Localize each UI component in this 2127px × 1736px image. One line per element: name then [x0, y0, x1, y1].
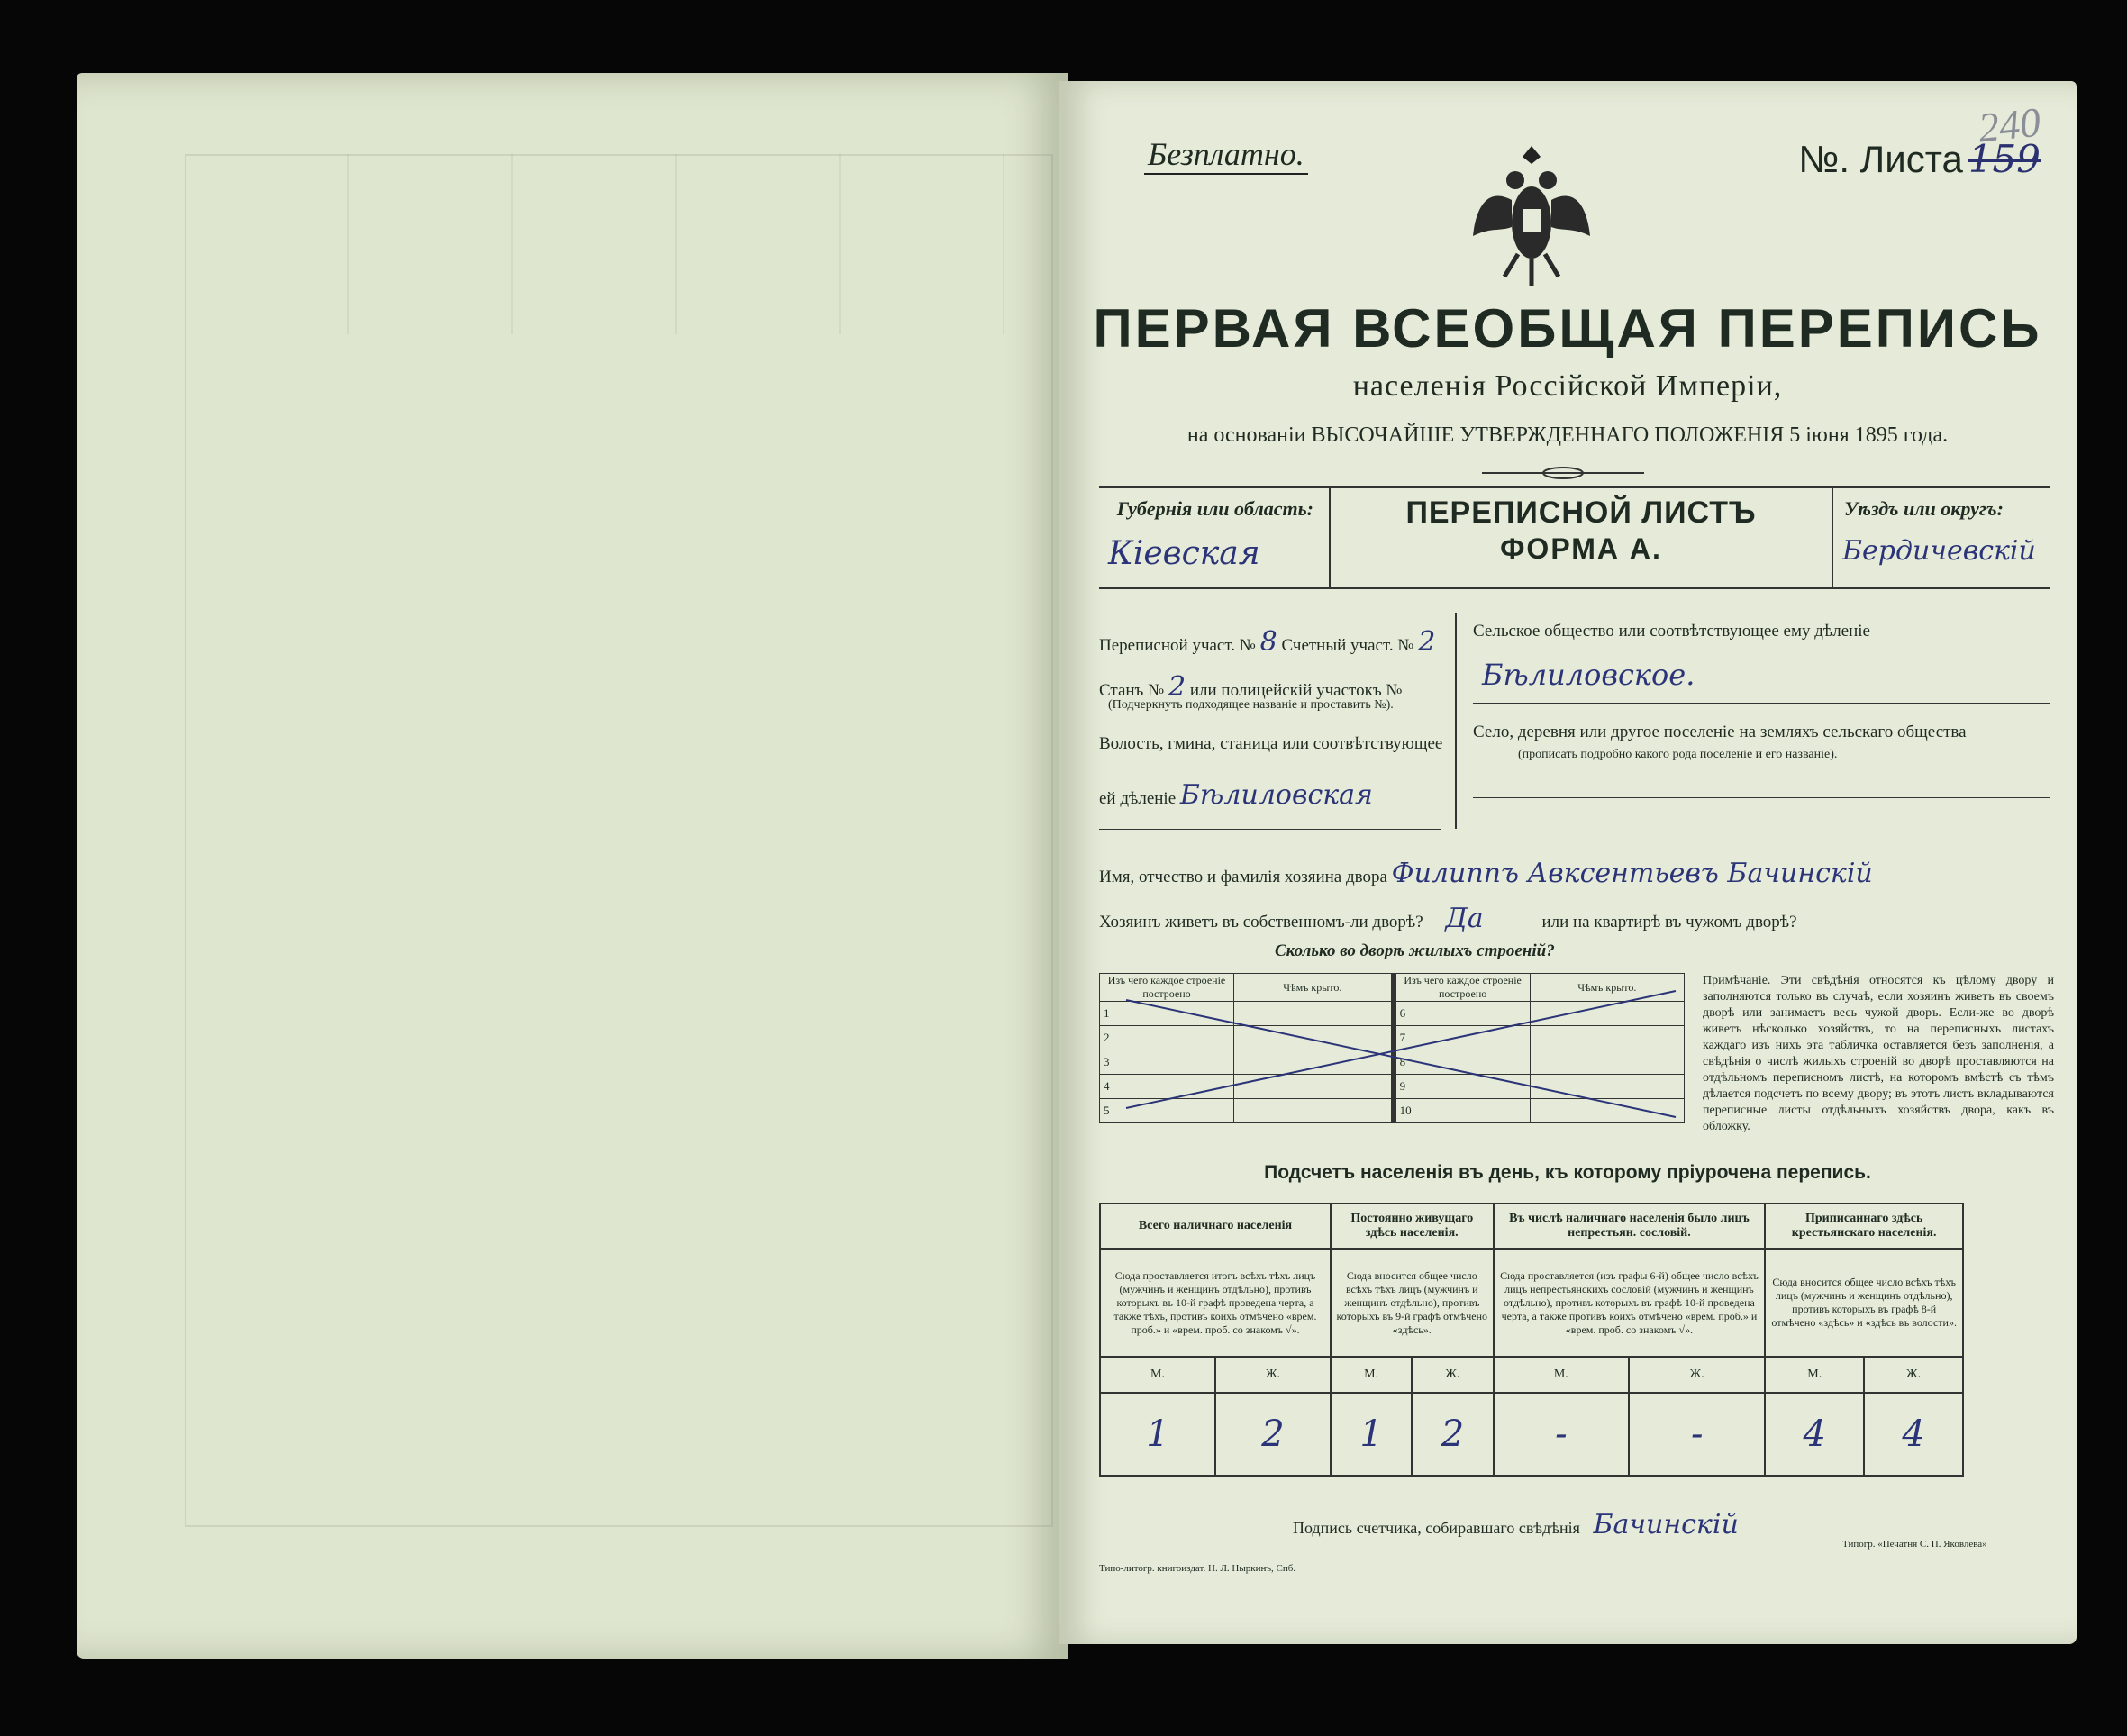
show-through-table — [185, 154, 1053, 1527]
buildings-cross-out-strokes — [1099, 973, 1685, 1126]
build-row-num: 9 — [1394, 1075, 1531, 1099]
own-yard-label: Хозяинъ живетъ въ собственномъ-ли дворѣ? — [1099, 913, 1423, 932]
village-rule — [1473, 797, 2050, 798]
stan-value: 2 — [1168, 671, 1186, 703]
census-title: ПЕРВАЯ ВСЕОБЩАЯ ПЕРЕПИСЬ — [1093, 298, 2042, 359]
enumerator-signature-line — [1293, 1509, 1739, 1541]
province-label: Губернія или область: — [1116, 497, 1313, 520]
count-value: 4 — [1864, 1393, 1963, 1476]
buildings-question: Сколько во дворѣ жилыхъ строеній? — [1275, 941, 1555, 960]
sex-male: М. — [1494, 1357, 1630, 1393]
count-values-row — [1100, 1393, 1963, 1476]
volost-label-2: ей дѣленіе — [1099, 789, 1177, 808]
sheet-number-label: №. Листа — [1798, 138, 1963, 180]
counting-section-value: 2 — [1418, 626, 1436, 658]
province-cell — [1099, 488, 1331, 587]
district-value: Бердичевскій — [1842, 535, 2036, 567]
sex-female: Ж. — [1629, 1357, 1765, 1393]
build-col-count-right: Изъ чего каждое строеніе построено — [1394, 974, 1531, 1002]
printer-imprint-right: Типогр. «Печатня С. П. Яковлева» — [1842, 1539, 1987, 1550]
population-count-table — [1099, 1203, 1964, 1477]
build-row-num: 10 — [1394, 1099, 1531, 1123]
sex-female: Ж. — [1412, 1357, 1493, 1393]
stan-note: (Подчеркнуть подходящее названіе и проставить №). — [1108, 698, 1394, 712]
form-header-box — [1099, 486, 2050, 589]
rented-yard-label: или на квартирѣ въ чужомъ дворѣ? — [1541, 913, 1797, 932]
society-label: Сельское общество или соотвѣтствующее ему дѣленіе — [1473, 622, 1870, 641]
sheet-number-value: 159 — [1968, 137, 2041, 181]
count-value: 1 — [1100, 1393, 1215, 1476]
form-name: ФОРМА А. — [1500, 532, 1662, 565]
owner-residence-line — [1099, 903, 2054, 934]
owner-name-line — [1099, 858, 1873, 889]
left-page — [77, 73, 1068, 1659]
ornament-divider — [1482, 464, 1644, 482]
society-rule — [1473, 703, 2050, 704]
volost-label: Волость, гмина, станица или соотвѣтствующее — [1099, 734, 1443, 753]
signature-value: Бачинскій — [1593, 1509, 1739, 1541]
own-yard-value: Да — [1445, 903, 1484, 934]
count-value: 1 — [1331, 1393, 1412, 1476]
group-head: Постоянно живущаго здѣсь населенія. — [1331, 1204, 1494, 1249]
village-label: Село, деревня или другое поселеніе на земляхъ сельскаго общества — [1473, 723, 1967, 741]
group-description: Сюда проставляется итогъ всѣхъ тѣхъ лицъ (мужчинъ и женщинъ отдѣльно), противъ которыхъ въ 10-й графѣ проведена черта, а также тѣхъ, противъ коихъ отмѣчено «врем. проб.» и «врем. проб. со знакомъ √». — [1100, 1249, 1331, 1357]
group-description: Сюда проставляется (изъ графы 6-й) общее число всѣхъ лицъ непрестьянскихъ сословій (мужчинъ и женщинъ отдѣльно), противъ которыхъ въ графѣ 10-й проведена черта, а также противъ коихъ отмѣчено «врем. проб.» и «врем. проб. со знакомъ √». — [1494, 1249, 1766, 1357]
column-separator — [1455, 613, 1457, 829]
counting-section-label: Счетный участ. № — [1281, 636, 1414, 655]
double-headed-eagle-emblem — [1468, 137, 1595, 290]
build-row-num: 4 — [1100, 1075, 1234, 1099]
group-head: Въ числѣ наличнаго населенія было лицъ непрестьян. сословій. — [1494, 1204, 1766, 1249]
count-descriptions — [1100, 1249, 1963, 1357]
printer-imprint-left: Типо-литогр. книгоиздат. Н. Л. Ныркинъ, Спб. — [1099, 1563, 1296, 1574]
group-head: Приписаннаго здѣсь крестьянскаго населенія. — [1765, 1204, 1963, 1249]
build-row-num: 3 — [1100, 1050, 1234, 1075]
group-head: Всего наличнаго населенія — [1100, 1204, 1331, 1249]
free-of-charge-label: Безплатно. — [1144, 135, 1308, 175]
census-form-page — [1059, 81, 2077, 1644]
build-row-num: 2 — [1100, 1026, 1234, 1050]
volost-rule — [1099, 829, 1441, 830]
sex-male: М. — [1765, 1357, 1864, 1393]
owner-name-value: Филиппъ Авксентьевъ Бачинскій — [1391, 858, 1873, 889]
volost-line — [1099, 779, 1373, 811]
build-col-count-left: Изъ чего каждое строеніе построено — [1100, 974, 1234, 1002]
district-label: Уѣздъ или округъ: — [1844, 497, 2004, 520]
sex-male: М. — [1331, 1357, 1412, 1393]
society-value: Бѣлиловское. — [1482, 658, 1695, 692]
census-book — [54, 68, 2054, 1662]
province-value: Кіевская — [1108, 535, 1260, 572]
sex-male: М. — [1100, 1357, 1215, 1393]
district-cell — [1832, 488, 2050, 587]
sex-female: Ж. — [1215, 1357, 1331, 1393]
sheet-title: ПЕРЕПИСНОЙ ЛИСТЪ — [1405, 495, 1757, 530]
volost-value: Бѣлиловская — [1179, 779, 1373, 811]
signature-label: Подпись счетчика, собиравшаго свѣдѣнія — [1293, 1519, 1580, 1537]
build-row-num: 7 — [1394, 1026, 1531, 1050]
census-section-label: Переписной участ. № — [1099, 636, 1256, 655]
sheet-number — [1798, 137, 2041, 181]
population-count-title: Подсчетъ населенія въ день, къ которому пріурочена перепись. — [1264, 1162, 1871, 1183]
build-row-num: 6 — [1394, 1002, 1531, 1026]
count-value: 2 — [1215, 1393, 1331, 1476]
count-group-heads — [1100, 1204, 1963, 1249]
build-row-num: 8 — [1394, 1050, 1531, 1075]
count-value: - — [1494, 1393, 1630, 1476]
group-description: Сюда вносится общее число всѣхъ тѣхъ лицъ (мужчинъ и женщинъ отдѣльно), противъ которыхъ въ графѣ 8-й отмѣчено «здѣсь» и «здѣсь въ волости». — [1765, 1249, 1963, 1357]
count-value: 4 — [1765, 1393, 1864, 1476]
stan-label: Станъ № — [1099, 681, 1165, 700]
pencil-folio-number: 240 — [1976, 98, 2043, 151]
sex-female: Ж. — [1864, 1357, 1963, 1393]
count-sex-row — [1100, 1357, 1963, 1393]
owner-name-label: Имя, отчество и фамилія хозяина двора — [1099, 868, 1387, 886]
sheet-title-cell — [1329, 495, 1833, 566]
buildings-note: Примѣчаніе. Эти свѣдѣнія относятся къ цѣлому двору и заполняются только въ случаѣ, если хозяинъ живетъ въ своемъ дворѣ или занимаетъ весь чужой дворъ. Если-же во дворѣ живетъ нѣсколько хозяйствъ, то на переписныхъ листахъ каждаго изъ нихъ эта табличка оставляется безъ заполненія, а свѣдѣнія о числѣ жилыхъ строеній во дворѣ проставляются на отдѣльномъ переписномъ листѣ, на которомъ вмѣстѣ съ тѣмъ дѣлается подсчетъ по всему двору; въ этотъ листъ вкладываются переписные листы отдѣльныхъ хозяйствъ двора, какъ въ обложку. — [1703, 974, 2054, 1133]
census-subtitle: населенія Россійской Имперіи, — [1352, 369, 1783, 403]
group-description: Сюда вносится общее число всѣхъ тѣхъ лицъ (мужчинъ и женщинъ отдѣльно), противъ которыхъ въ 9-й графѣ отмѣчено «здѣсь». — [1331, 1249, 1494, 1357]
census-legal-basis: на основаніи ВЫСОЧАЙШЕ УТВЕРЖДЕННАГО ПОЛОЖЕНІЯ 5 іюня 1895 года. — [1186, 423, 1949, 447]
count-value: 2 — [1412, 1393, 1493, 1476]
census-section-value: 8 — [1259, 626, 1277, 658]
build-col-roof-left: Чѣмъ крыто. — [1234, 974, 1394, 1002]
build-col-roof-right: Чѣмъ крыто. — [1530, 974, 1684, 1002]
census-section-line — [1099, 626, 1435, 658]
count-value: - — [1629, 1393, 1765, 1476]
build-row-num: 5 — [1100, 1099, 1234, 1123]
stan-rest: или полицейскій участокъ № — [1189, 681, 1403, 700]
build-row-num: 1 — [1100, 1002, 1234, 1026]
show-through-lines — [185, 154, 1050, 334]
village-note: (прописать подробно какого рода поселеніе и его названіе). — [1518, 748, 1838, 761]
